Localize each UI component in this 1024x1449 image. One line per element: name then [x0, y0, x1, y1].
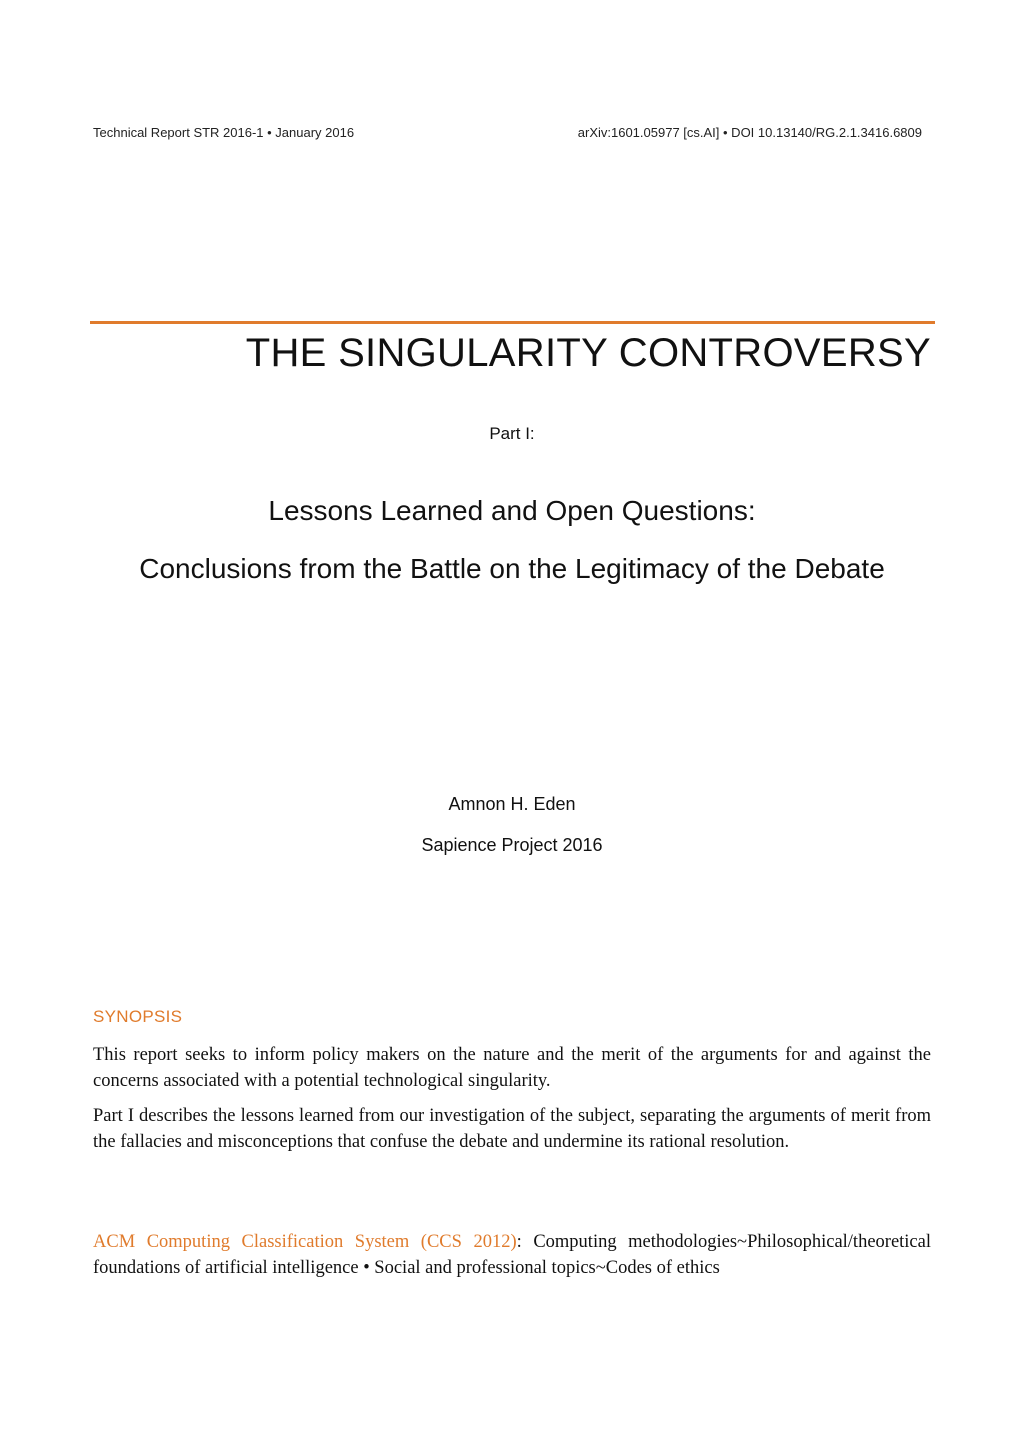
synopsis-heading: SYNOPSIS: [93, 1007, 183, 1026]
affiliation: Sapience Project 2016: [421, 835, 603, 855]
arxiv-doi-info: arXiv:1601.05977 [cs.AI] • DOI 10.13140/RG.2.1.3416.6809: [577, 125, 922, 140]
classification-paragraph: [93, 1229, 931, 1281]
subtitle-line-1: Lessons Learned and Open Questions:: [268, 495, 756, 526]
synopsis-paragraph-2: Part I describes the lessons learned from our investigation of the subject, separating the arguments of merit from the fallacies and misconceptions that confuse the debate and undermine its rational resolution.: [93, 1106, 931, 1152]
part-label: Part I:: [489, 424, 535, 443]
subtitle-line-2: Conclusions from the Battle on the Legitimacy of the Debate: [139, 553, 885, 584]
classification-text: : Computing methodologies~Philosophical/theoretical foundations of artificial intelligence • Social and professional topics~Codes of ethics: [93, 1232, 931, 1278]
report-info: Technical Report STR 2016-1 • January 2016: [93, 125, 355, 140]
synopsis-paragraph-1: This report seeks to inform policy makers on the nature and the merit of the arguments for and against the concerns associated with a potential technological singularity.: [93, 1045, 931, 1091]
page-title: THE SINGULARITY CONTROVERSY: [245, 331, 931, 375]
title-rule: [90, 321, 935, 324]
author-name: Amnon H. Eden: [448, 794, 576, 814]
classification-label: ACM Computing Classification System (CCS 2012): [93, 1232, 517, 1252]
